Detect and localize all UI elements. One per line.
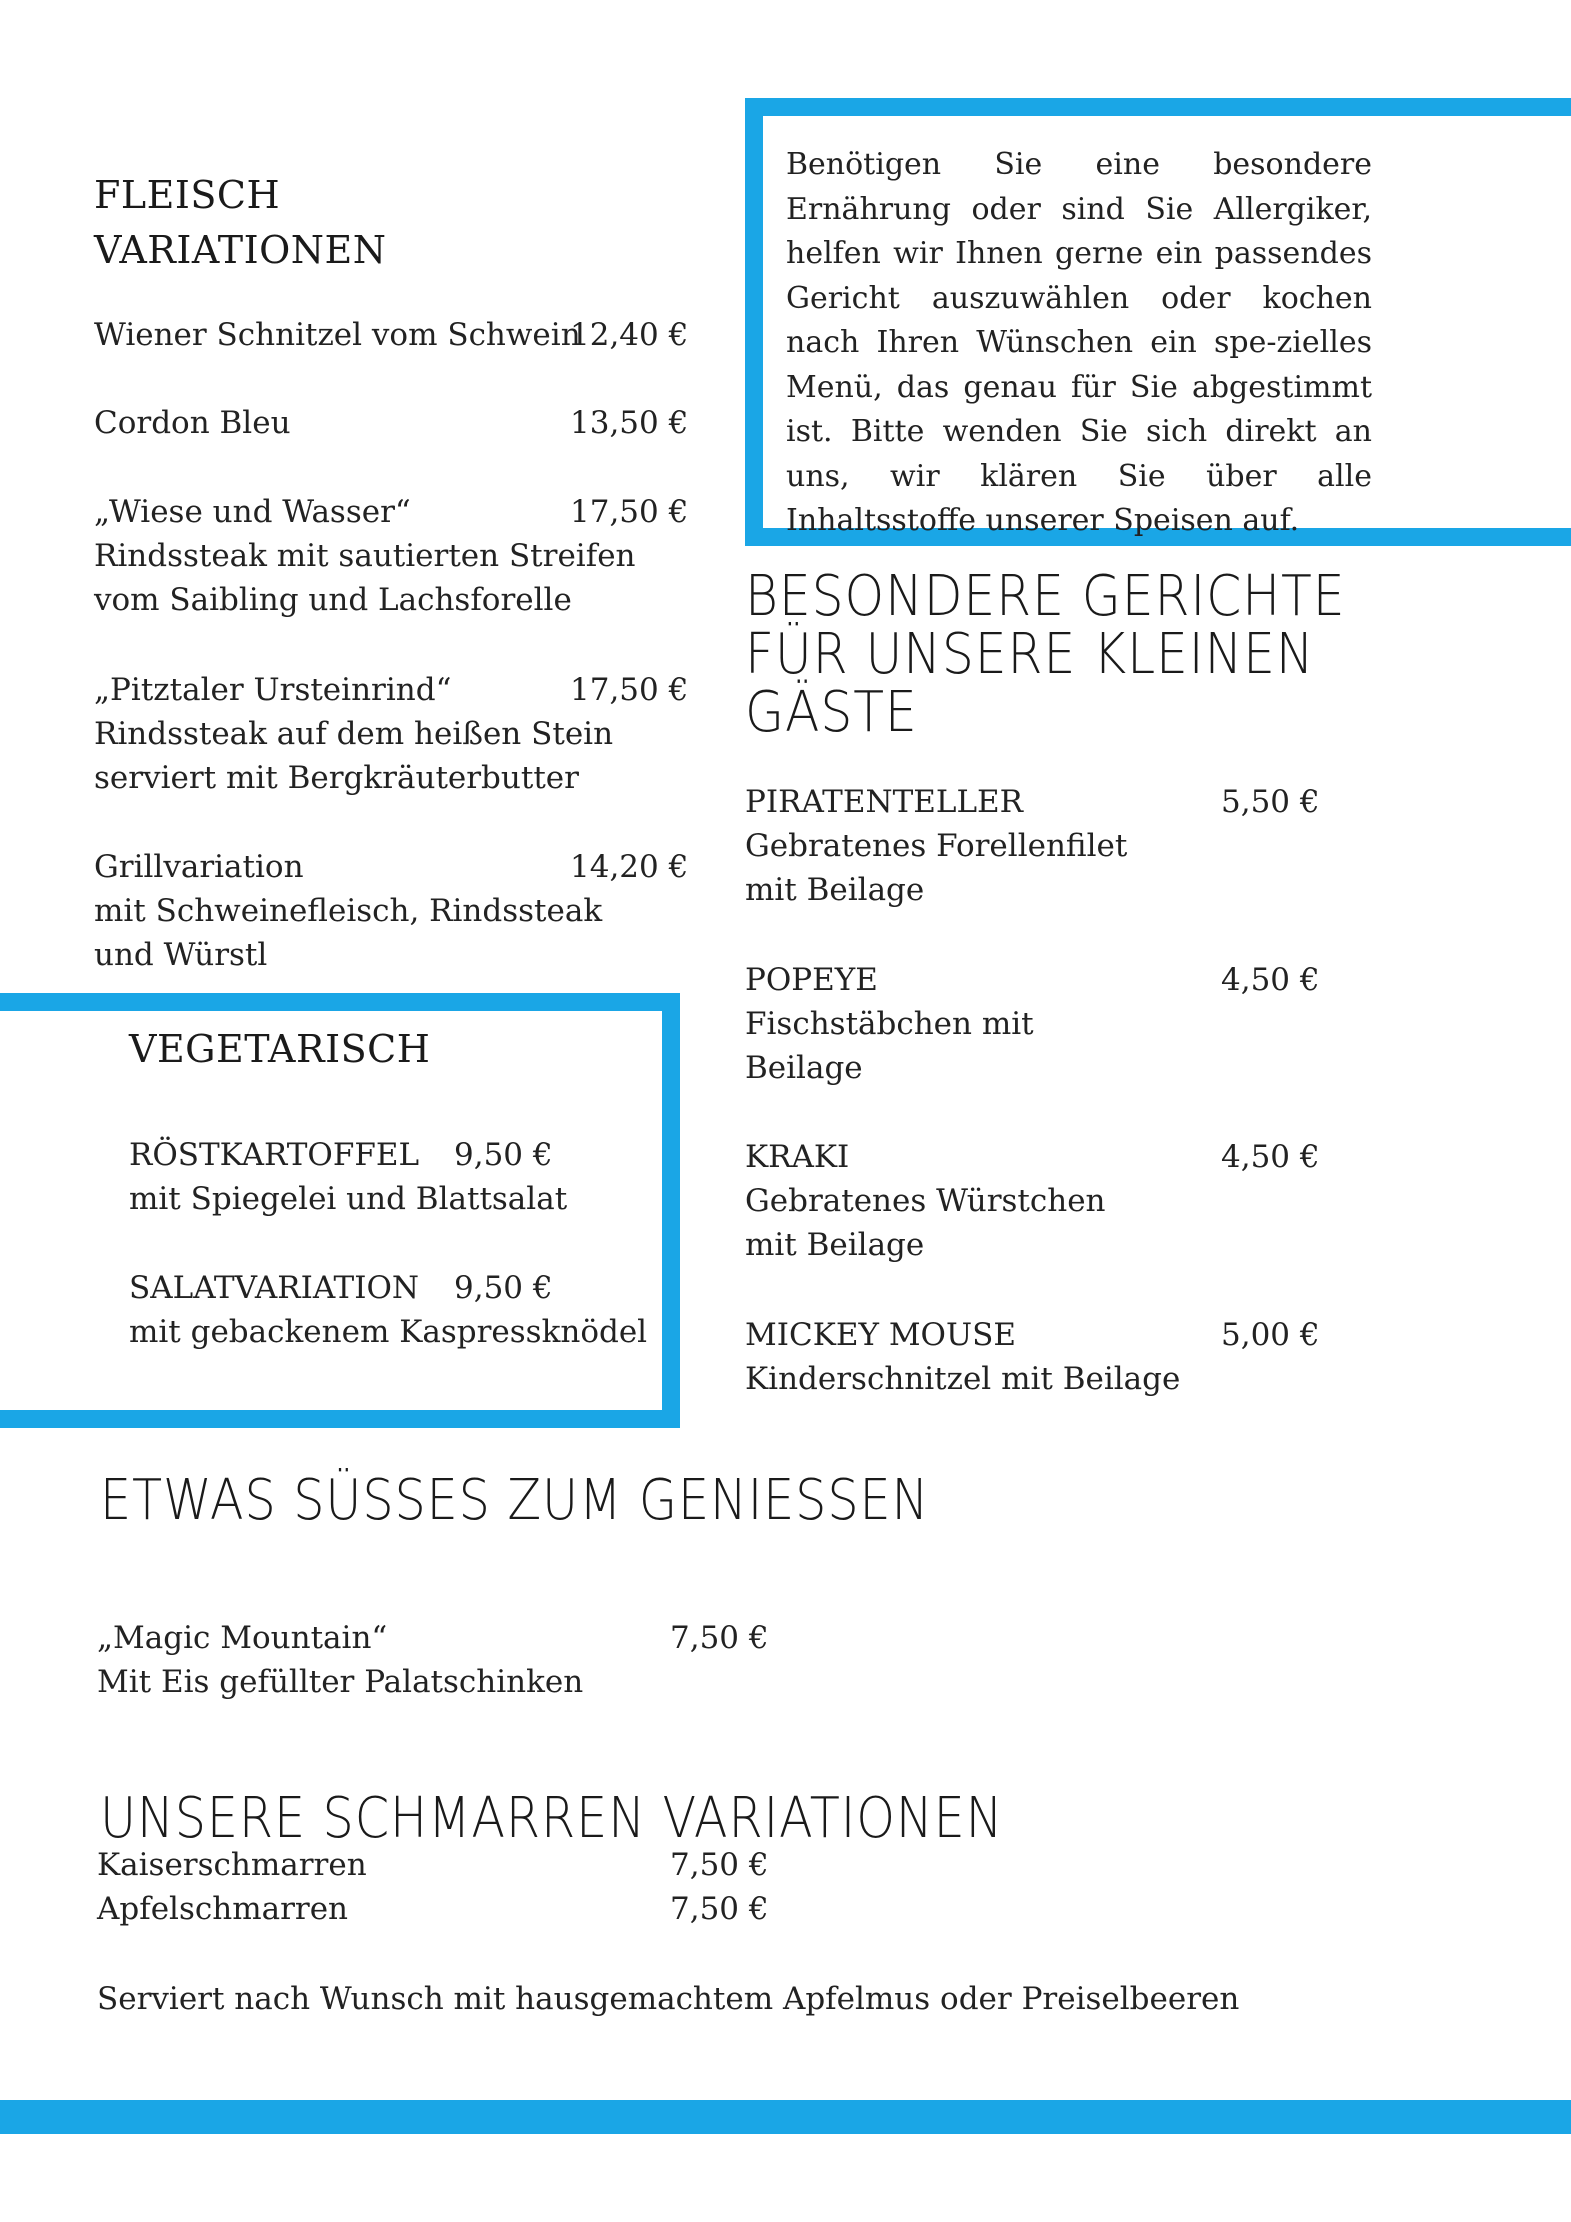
schmarren-heading: UNSERE SCHMARREN VARIATIONEN	[100, 1786, 1004, 1851]
fleisch-item-2	[94, 401, 689, 445]
kinder-heading-line1: BESONDERE GERICHTE	[745, 564, 1346, 629]
dish-description: serviert mit Bergkräuterbutter	[94, 760, 579, 796]
dish-name: POPEYE	[745, 962, 878, 998]
dish-name: Kaiserschmarren	[97, 1847, 367, 1883]
dish-name: PIRATENTELLER	[745, 784, 1024, 820]
suesses-item-1	[97, 1616, 797, 1704]
dish-description: Rindssteak mit sautierten Streifen	[94, 538, 636, 574]
kinder-item-1	[745, 780, 1320, 912]
fleisch-item-4	[94, 668, 689, 800]
fleisch-item-1	[94, 313, 689, 357]
dish-price: 13,50 €	[570, 405, 689, 441]
dish-name: KRAKI	[745, 1139, 850, 1175]
fleisch-heading-line2: VARIATIONEN	[94, 228, 387, 272]
dish-description: mit Beilage	[745, 1227, 925, 1263]
dish-name: RÖSTKARTOFFEL	[129, 1137, 420, 1173]
dish-name: Apfelschmarren	[97, 1891, 349, 1927]
dish-price: 12,40 €	[570, 317, 689, 353]
fleisch-item-5	[94, 845, 689, 977]
dish-description: und Würstl	[94, 937, 268, 973]
dish-description: Beilage	[745, 1050, 863, 1086]
dish-description: Gebratenes Würstchen	[745, 1183, 1106, 1219]
dish-name: SALATVARIATION	[129, 1270, 419, 1306]
dish-price: 4,50 €	[1221, 1139, 1320, 1175]
dish-description: Mit Eis gefüllter Palatschinken	[97, 1664, 584, 1700]
dish-name: „Magic Mountain“	[97, 1620, 388, 1656]
suesses-heading: ETWAS SÜSSES ZUM GENIESSEN	[100, 1468, 930, 1533]
allergy-notice-text: Benötigen Sie eine besondere Ernährung oder sind Sie Allergiker, helfen wir Ihnen gerne ein passendes Gericht auszuwählen oder kochen nach Ihren Wünschen ein spe-zielles Menü, das genau für Sie abgestimmt ist. Bitte wenden Sie sich direkt an uns, wir klären Sie über alle Inhaltsstoffe unserer Speisen auf.	[786, 147, 1372, 538]
dish-description: vom Saibling und Lachsforelle	[94, 582, 572, 618]
kinder-heading	[745, 564, 1346, 745]
dish-description: mit Schweinefleisch, Rindssteak	[94, 893, 603, 929]
kinder-heading-line2: FÜR UNSERE KLEINEN	[745, 622, 1315, 687]
dish-price: 14,20 €	[570, 849, 689, 885]
kinder-item-4	[745, 1313, 1320, 1401]
dish-price: 5,00 €	[1221, 1317, 1320, 1353]
footer-bar	[0, 2100, 1571, 2134]
kinder-heading-line3: GÄSTE	[745, 680, 918, 745]
dish-description: mit gebackenem Kaspressknödel	[129, 1314, 648, 1350]
fleisch-heading-line1: FLEISCH	[94, 173, 281, 217]
dish-price: 7,50 €	[670, 1620, 769, 1656]
dish-price: 7,50 €	[670, 1891, 769, 1927]
dish-name: MICKEY MOUSE	[745, 1317, 1016, 1353]
dish-name: „Wiese und Wasser“	[94, 494, 411, 530]
fleisch-item-3	[94, 490, 689, 622]
dish-price: 17,50 €	[570, 672, 689, 708]
kinder-item-2	[745, 958, 1320, 1090]
dish-price: 5,50 €	[1221, 784, 1320, 820]
kinder-item-3	[745, 1135, 1320, 1267]
dish-description: mit Beilage	[745, 872, 925, 908]
schmarren-item-1	[97, 1843, 797, 1887]
dish-description: Fischstäbchen mit	[745, 1006, 1034, 1042]
vegetarisch-item-1	[129, 1133, 579, 1221]
dish-name: Wiener Schnitzel vom Schwein	[94, 317, 581, 353]
dish-price: 17,50 €	[570, 494, 689, 530]
dish-name: „Pitztaler Ursteinrind“	[94, 672, 452, 708]
dish-price: 9,50 €	[454, 1137, 553, 1173]
vegetarisch-item-2	[129, 1266, 648, 1354]
dish-price: 4,50 €	[1221, 962, 1320, 998]
dish-name: Grillvariation	[94, 849, 304, 885]
fleisch-heading	[94, 168, 387, 278]
dish-description: Kinderschnitzel mit Beilage	[745, 1361, 1181, 1397]
dish-price: 7,50 €	[670, 1847, 769, 1883]
dish-description: Rindssteak auf dem heißen Stein	[94, 716, 614, 752]
dish-description: Gebratenes Forellenfilet	[745, 828, 1128, 864]
dish-name: Cordon Bleu	[94, 405, 291, 441]
schmarren-note: Serviert nach Wunsch mit hausgemachtem Apfelmus oder Preiselbeeren	[97, 1981, 1240, 2017]
dish-description: mit Spiegelei und Blattsalat	[129, 1181, 568, 1217]
dish-price: 9,50 €	[454, 1270, 553, 1306]
vegetarisch-heading: VEGETARISCH	[129, 1027, 431, 1071]
schmarren-item-2	[97, 1887, 797, 1931]
